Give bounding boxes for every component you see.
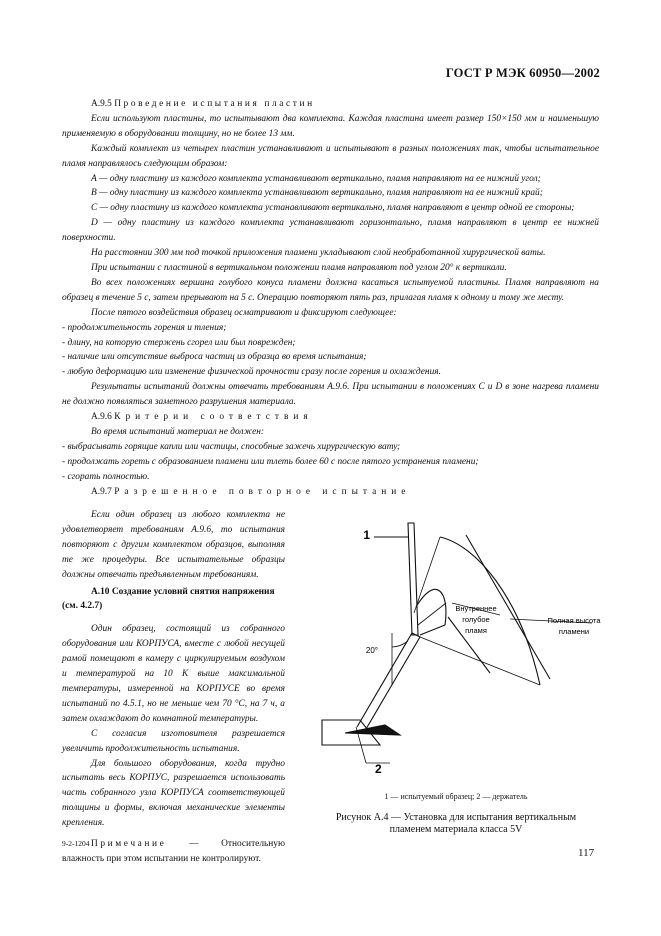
a95-p9: Во всех положениях вершина голубого конуса пламени должна касаться испытуемой пластины. Пламя направляют на образец в течение 5 с, затем прерывают на 5 с. Операцию повторяют пять раз, прилагая пламя к одному и тому же месту. xyxy=(62,277,599,303)
a95-number: А.9.5 xyxy=(91,99,112,109)
full-height-label-2: пламени xyxy=(558,627,590,636)
note-label: Примечание xyxy=(91,839,167,850)
a95-p3: А — одну пластину из каждого комплекта устанавливают вертикально, пламя направляют на ее нижний угол; xyxy=(91,173,541,184)
a96-list-item: - выбрасывать горящие капли или частицы, способные зажечь хирургическую вату; xyxy=(62,441,401,452)
specimen-plate xyxy=(408,523,418,635)
left-column xyxy=(62,508,285,867)
a95-p8: При испытании с пластиной в вертикальном положении пламя направляют под углом 20° к вертикали. xyxy=(91,262,507,273)
a97-p1: Если один образец из любого комплекта не удовлетворяет требованиям А.9.6, то испытания повторяют с другим комплектом образцов, выполняя те же процедуры. Все испытательные образцы должны отвечать предъявленным требованиям. xyxy=(62,510,285,580)
inner-cone xyxy=(416,589,446,635)
a95-p2: Каждый комплект из четырех пластин устанавливают и испытывают в разных положениях так, чтобы испытательное пламя направлялось следующим образом: xyxy=(62,143,599,169)
angle-label: 20° xyxy=(365,646,378,655)
figure-legend: 1 — испытуемый образец; 2 — держатель xyxy=(384,792,528,801)
a10-p1: Один образец, состоящий из собранного оборудования или КОРПУСА, вместе с любой несущей рамой помещают в камеру с циркулируемым воздухом и температурой на 10 К выше максимальной температуры, измеренной на КОРПУСЕ во время испытаний по 4.5.1, но не меньше чем 70 °С, на 7 ч, а затем охлаждают до комнатной температуры. xyxy=(62,624,285,724)
inner-cone-label-3: пламя xyxy=(465,626,487,635)
a95-list-item: - длину, на которую стержень сгорел или был поврежден; xyxy=(62,337,296,348)
full-height-label-1: Полная высота xyxy=(547,616,601,625)
a10-p3: Для большого оборудования, когда трудно испытать весь КОРПУС, разрешается использовать часть собранного узла КОРПУСА соответствующей толщины и формы, включая механические элементы крепления. xyxy=(62,758,285,829)
a95-p4: В — одну пластину из каждого комплекта устанавливают вертикально, пламя направляют на ее нижний край; xyxy=(91,188,543,199)
burner-foot xyxy=(345,725,400,735)
a97-title: Разрешенное повторное испытание xyxy=(114,486,411,497)
a95-p1: Если используют пластины, то испытывают два комплекта. Каждая пластина имеет размер 150×150 мм и наименьшую применяемую в оборудовании толщину, но не более 13 мм. xyxy=(62,113,599,139)
figure-caption xyxy=(306,812,606,836)
a95-p6: D — одну пластину из каждого комплекта устанавливают горизонтально, пламя направляют в центр ее нижней поверхности. xyxy=(62,218,599,244)
a95-list-item: - продолжительность горения и тления; xyxy=(62,322,227,333)
a95-p7: На расстоянии 300 мм под точкой приложения пламени укладывают слой необработанной хирургической ваты. xyxy=(91,248,546,259)
a96-list-item: - продолжать гореть с образованием пламени или тлеть более 60 с после пятого устранения пламени; xyxy=(62,456,479,467)
section-a95 xyxy=(62,97,599,499)
a96-number: А.9.6 xyxy=(91,412,112,423)
figure-caption-line-1: Рисунок А.4 — Установка для испытания вертикальным xyxy=(335,812,577,823)
flame-test-figure xyxy=(300,515,610,785)
print-code: 9-2-1204 xyxy=(62,839,90,848)
note-text: — Относительную влажность при этом испытании не контролируют. xyxy=(62,839,285,864)
figure-caption-line-2: пламенем материала класса 5V xyxy=(389,824,523,835)
a96-title: Критерии соответствия xyxy=(114,412,313,423)
label-2: 2 xyxy=(375,762,382,776)
a95-list-item: - наличие или отсутствие выброса частиц из образца во время испытания; xyxy=(62,352,367,363)
page-number: 117 xyxy=(578,847,595,859)
a10-heading: А.10 Создание условий снятия напряжения (см. 4.2.7) xyxy=(62,586,275,612)
label-1: 1 xyxy=(363,528,370,542)
cone-axis xyxy=(418,603,446,625)
document-header: ГОСТ Р МЭК 60950—2002 xyxy=(445,66,600,80)
a95-title: Проведение испытания пластин xyxy=(114,99,315,109)
a96-list-item: - сгорать полностью. xyxy=(62,471,150,482)
a95-list-item: - любую деформацию или изменение физической прочности сразу после горения и охлаждения. xyxy=(62,367,441,378)
flame-outline-bottom xyxy=(420,637,540,685)
a97-number: А.9.7 xyxy=(91,486,112,497)
flame-outline-left xyxy=(414,537,440,613)
a96-p1: Во время испытаний материал не должен: xyxy=(91,426,265,437)
a95-p5: С — одну пластину из каждого комплекта устанавливают вертикально, пламя направляют в центр одной ее стороны; xyxy=(91,203,575,214)
a95-p10: После пятого воздействия образец осматривают и фиксируют следующее: xyxy=(91,307,397,318)
inner-cone-label-2: голубое xyxy=(462,615,490,624)
inner-cone-label-1: Внутреннее xyxy=(455,604,497,613)
a10-p2: С согласия изготовителя разрешается увеличить продолжительность испытания. xyxy=(62,728,285,754)
a95-p11: Результаты испытаний должны отвечать требованиям А.9.6. При испытании в положениях С и D в зоне нагрева пламени не должно появляться заметного разрушения материала. xyxy=(62,382,599,408)
